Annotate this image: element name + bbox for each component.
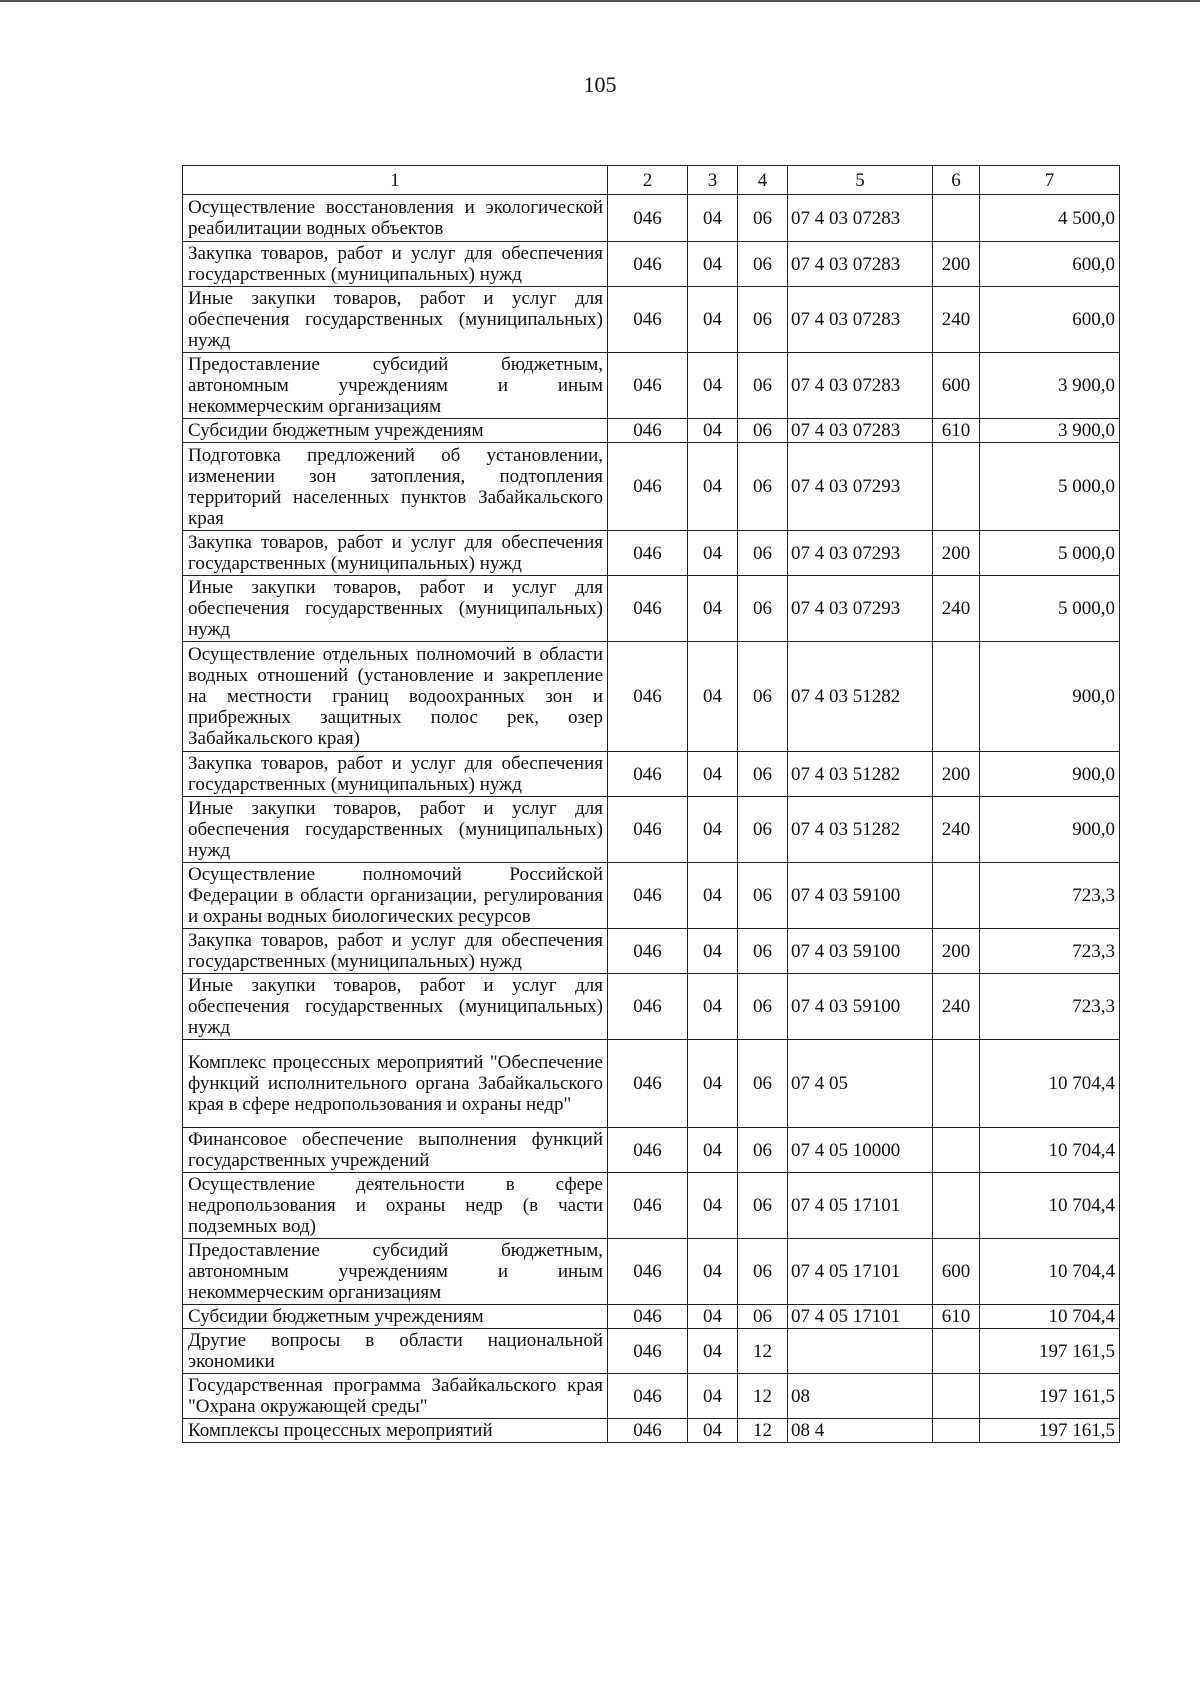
subsection-code-cell: 06 xyxy=(738,531,788,576)
target-article-cell: 07 4 05 10000 xyxy=(788,1128,933,1173)
subsection-code-cell: 06 xyxy=(738,974,788,1040)
row-name-cell: Субсидии бюджетным учреждениям xyxy=(183,419,608,443)
ministry-code-cell: 046 xyxy=(608,287,688,353)
ministry-code-cell: 046 xyxy=(608,1239,688,1305)
amount-cell: 900,0 xyxy=(980,797,1120,863)
expense-type-cell: 200 xyxy=(933,752,980,797)
subsection-code-cell: 06 xyxy=(738,287,788,353)
section-code-cell: 04 xyxy=(688,419,738,443)
target-article-cell: 07 4 03 07293 xyxy=(788,531,933,576)
subsection-code-cell: 06 xyxy=(738,353,788,419)
column-header: 5 xyxy=(788,166,933,195)
section-code-cell: 04 xyxy=(688,642,738,752)
ministry-code-cell: 046 xyxy=(608,576,688,642)
expense-type-cell xyxy=(933,642,980,752)
table-header-row xyxy=(183,166,1120,195)
subsection-code-cell: 06 xyxy=(738,443,788,531)
table-row xyxy=(183,576,1120,642)
section-code-cell: 04 xyxy=(688,576,738,642)
subsection-code-cell: 06 xyxy=(738,1040,788,1128)
ministry-code-cell: 046 xyxy=(608,353,688,419)
table-row xyxy=(183,929,1120,974)
row-name-cell: Закупка товаров, работ и услуг для обеспечения государственных (муниципальных) нужд xyxy=(183,929,608,974)
table-row xyxy=(183,642,1120,752)
subsection-code-cell: 06 xyxy=(738,1305,788,1329)
column-header: 2 xyxy=(608,166,688,195)
table-row xyxy=(183,863,1120,929)
subsection-code-cell: 06 xyxy=(738,419,788,443)
amount-cell: 10 704,4 xyxy=(980,1173,1120,1239)
section-code-cell: 04 xyxy=(688,929,738,974)
table-row xyxy=(183,242,1120,287)
target-article-cell: 07 4 03 59100 xyxy=(788,974,933,1040)
amount-cell: 197 161,5 xyxy=(980,1329,1120,1374)
ministry-code-cell: 046 xyxy=(608,195,688,242)
table-row xyxy=(183,287,1120,353)
amount-cell: 10 704,4 xyxy=(980,1040,1120,1128)
expense-type-cell xyxy=(933,195,980,242)
ministry-code-cell: 046 xyxy=(608,242,688,287)
expense-type-cell: 600 xyxy=(933,1239,980,1305)
target-article-cell: 07 4 03 51282 xyxy=(788,797,933,863)
expense-type-cell xyxy=(933,1374,980,1419)
expense-type-cell: 200 xyxy=(933,242,980,287)
target-article-cell xyxy=(788,1329,933,1374)
ministry-code-cell: 046 xyxy=(608,1040,688,1128)
table-row xyxy=(183,531,1120,576)
row-name-cell: Государственная программа Забайкальского края "Охрана окружающей среды" xyxy=(183,1374,608,1419)
column-header: 3 xyxy=(688,166,738,195)
expense-type-cell xyxy=(933,1173,980,1239)
subsection-code-cell: 06 xyxy=(738,929,788,974)
section-code-cell: 04 xyxy=(688,974,738,1040)
target-article-cell: 07 4 05 17101 xyxy=(788,1305,933,1329)
table-body xyxy=(183,195,1120,1443)
subsection-code-cell: 06 xyxy=(738,797,788,863)
subsection-code-cell: 06 xyxy=(738,576,788,642)
amount-cell: 900,0 xyxy=(980,752,1120,797)
section-code-cell: 04 xyxy=(688,195,738,242)
ministry-code-cell: 046 xyxy=(608,863,688,929)
table-row xyxy=(183,1305,1120,1329)
column-header: 7 xyxy=(980,166,1120,195)
expense-type-cell xyxy=(933,1040,980,1128)
subsection-code-cell: 06 xyxy=(738,242,788,287)
expense-type-cell xyxy=(933,1128,980,1173)
row-name-cell: Комплексы процессных мероприятий xyxy=(183,1419,608,1443)
subsection-code-cell: 12 xyxy=(738,1329,788,1374)
row-name-cell: Субсидии бюджетным учреждениям xyxy=(183,1305,608,1329)
amount-cell: 197 161,5 xyxy=(980,1419,1120,1443)
table-row xyxy=(183,1419,1120,1443)
expense-type-cell xyxy=(933,443,980,531)
section-code-cell: 04 xyxy=(688,1173,738,1239)
target-article-cell: 07 4 03 07283 xyxy=(788,287,933,353)
section-code-cell: 04 xyxy=(688,752,738,797)
row-name-cell: Иные закупки товаров, работ и услуг для обеспечения государственных (муниципальных) нужд xyxy=(183,576,608,642)
amount-cell: 5 000,0 xyxy=(980,443,1120,531)
amount-cell: 10 704,4 xyxy=(980,1128,1120,1173)
section-code-cell: 04 xyxy=(688,1419,738,1443)
amount-cell: 3 900,0 xyxy=(980,353,1120,419)
ministry-code-cell: 046 xyxy=(608,1173,688,1239)
section-code-cell: 04 xyxy=(688,1329,738,1374)
target-article-cell: 07 4 03 07293 xyxy=(788,443,933,531)
row-name-cell: Осуществление восстановления и экологической реабилитации водных объектов xyxy=(183,195,608,242)
subsection-code-cell: 06 xyxy=(738,1173,788,1239)
table-row xyxy=(183,752,1120,797)
subsection-code-cell: 06 xyxy=(738,1239,788,1305)
section-code-cell: 04 xyxy=(688,1374,738,1419)
expense-type-cell: 610 xyxy=(933,419,980,443)
amount-cell: 723,3 xyxy=(980,863,1120,929)
table-row xyxy=(183,443,1120,531)
expense-type-cell: 600 xyxy=(933,353,980,419)
ministry-code-cell: 046 xyxy=(608,1305,688,1329)
row-name-cell: Иные закупки товаров, работ и услуг для обеспечения государственных (муниципальных) нужд xyxy=(183,974,608,1040)
amount-cell: 723,3 xyxy=(980,929,1120,974)
column-header: 1 xyxy=(183,166,608,195)
section-code-cell: 04 xyxy=(688,797,738,863)
section-code-cell: 04 xyxy=(688,242,738,287)
ministry-code-cell: 046 xyxy=(608,797,688,863)
section-code-cell: 04 xyxy=(688,443,738,531)
amount-cell: 600,0 xyxy=(980,242,1120,287)
expense-type-cell: 240 xyxy=(933,576,980,642)
ministry-code-cell: 046 xyxy=(608,419,688,443)
section-code-cell: 04 xyxy=(688,1305,738,1329)
ministry-code-cell: 046 xyxy=(608,1374,688,1419)
ministry-code-cell: 046 xyxy=(608,929,688,974)
target-article-cell: 07 4 03 07283 xyxy=(788,353,933,419)
target-article-cell: 07 4 03 07283 xyxy=(788,419,933,443)
column-header: 6 xyxy=(933,166,980,195)
subsection-code-cell: 06 xyxy=(738,195,788,242)
subsection-code-cell: 06 xyxy=(738,642,788,752)
ministry-code-cell: 046 xyxy=(608,974,688,1040)
section-code-cell: 04 xyxy=(688,531,738,576)
section-code-cell: 04 xyxy=(688,353,738,419)
row-name-cell: Закупка товаров, работ и услуг для обеспечения государственных (муниципальных) нужд xyxy=(183,752,608,797)
amount-cell: 5 000,0 xyxy=(980,576,1120,642)
target-article-cell: 07 4 03 07283 xyxy=(788,242,933,287)
subsection-code-cell: 12 xyxy=(738,1419,788,1443)
section-code-cell: 04 xyxy=(688,287,738,353)
target-article-cell: 07 4 03 51282 xyxy=(788,642,933,752)
subsection-code-cell: 06 xyxy=(738,752,788,797)
table-row xyxy=(183,1173,1120,1239)
amount-cell: 197 161,5 xyxy=(980,1374,1120,1419)
expense-type-cell xyxy=(933,1329,980,1374)
section-code-cell: 04 xyxy=(688,1040,738,1128)
top-border-line xyxy=(0,0,1200,2)
table-row xyxy=(183,1040,1120,1128)
target-article-cell: 07 4 05 17101 xyxy=(788,1173,933,1239)
table-row xyxy=(183,1374,1120,1419)
column-header: 4 xyxy=(738,166,788,195)
amount-cell: 10 704,4 xyxy=(980,1239,1120,1305)
expense-type-cell: 200 xyxy=(933,929,980,974)
amount-cell: 3 900,0 xyxy=(980,419,1120,443)
target-article-cell: 07 4 03 51282 xyxy=(788,752,933,797)
ministry-code-cell: 046 xyxy=(608,443,688,531)
target-article-cell: 07 4 05 17101 xyxy=(788,1239,933,1305)
row-name-cell: Предоставление субсидий бюджетным, автономным учреждениям и иным некоммерческим организациям xyxy=(183,353,608,419)
row-name-cell: Осуществление полномочий Российской Федерации в области организации, регулирования и охраны водных биологических ресурсов xyxy=(183,863,608,929)
expense-type-cell xyxy=(933,863,980,929)
amount-cell: 5 000,0 xyxy=(980,531,1120,576)
table-row xyxy=(183,1128,1120,1173)
table-row xyxy=(183,419,1120,443)
page-number: 105 xyxy=(583,72,617,97)
subsection-code-cell: 12 xyxy=(738,1374,788,1419)
row-name-cell: Другие вопросы в области национальной экономики xyxy=(183,1329,608,1374)
ministry-code-cell: 046 xyxy=(608,1329,688,1374)
row-name-cell: Предоставление субсидий бюджетным, автономным учреждениям и иным некоммерческим организациям xyxy=(183,1239,608,1305)
section-code-cell: 04 xyxy=(688,863,738,929)
amount-cell: 600,0 xyxy=(980,287,1120,353)
expense-type-cell xyxy=(933,1419,980,1443)
table-row xyxy=(183,1329,1120,1374)
budget-table xyxy=(182,165,1120,1443)
target-article-cell: 08 4 xyxy=(788,1419,933,1443)
expense-type-cell: 240 xyxy=(933,974,980,1040)
amount-cell: 4 500,0 xyxy=(980,195,1120,242)
target-article-cell: 07 4 03 07283 xyxy=(788,195,933,242)
table-row xyxy=(183,1239,1120,1305)
table-row xyxy=(183,797,1120,863)
row-name-cell: Финансовое обеспечение выполнения функций государственных учреждений xyxy=(183,1128,608,1173)
row-name-cell: Подготовка предложений об установлении, изменении зон затопления, подтопления территорий населенных пунктов Забайкальского края xyxy=(183,443,608,531)
row-name-cell: Закупка товаров, работ и услуг для обеспечения государственных (муниципальных) нужд xyxy=(183,531,608,576)
expense-type-cell: 610 xyxy=(933,1305,980,1329)
table-row xyxy=(183,353,1120,419)
expense-type-cell: 240 xyxy=(933,287,980,353)
ministry-code-cell: 046 xyxy=(608,531,688,576)
target-article-cell: 07 4 03 07293 xyxy=(788,576,933,642)
row-name-cell: Иные закупки товаров, работ и услуг для обеспечения государственных (муниципальных) нужд xyxy=(183,797,608,863)
table-row xyxy=(183,974,1120,1040)
table-row xyxy=(183,195,1120,242)
amount-cell: 900,0 xyxy=(980,642,1120,752)
ministry-code-cell: 046 xyxy=(608,642,688,752)
target-article-cell: 07 4 03 59100 xyxy=(788,863,933,929)
ministry-code-cell: 046 xyxy=(608,1128,688,1173)
section-code-cell: 04 xyxy=(688,1128,738,1173)
expense-type-cell: 200 xyxy=(933,531,980,576)
target-article-cell: 07 4 03 59100 xyxy=(788,929,933,974)
subsection-code-cell: 06 xyxy=(738,1128,788,1173)
target-article-cell: 07 4 05 xyxy=(788,1040,933,1128)
target-article-cell: 08 xyxy=(788,1374,933,1419)
ministry-code-cell: 046 xyxy=(608,1419,688,1443)
row-name-cell: Закупка товаров, работ и услуг для обеспечения государственных (муниципальных) нужд xyxy=(183,242,608,287)
row-name-cell: Осуществление отдельных полномочий в области водных отношений (установление и закрепление на местности границ водоохранных зон и прибрежных защитных полос рек, озер Забайкальского края) xyxy=(183,642,608,752)
subsection-code-cell: 06 xyxy=(738,863,788,929)
expense-type-cell: 240 xyxy=(933,797,980,863)
row-name-cell: Иные закупки товаров, работ и услуг для обеспечения государственных (муниципальных) нужд xyxy=(183,287,608,353)
section-code-cell: 04 xyxy=(688,1239,738,1305)
row-name-cell: Осуществление деятельности в сфере недропользования и охраны недр (в части подземных вод) xyxy=(183,1173,608,1239)
amount-cell: 10 704,4 xyxy=(980,1305,1120,1329)
ministry-code-cell: 046 xyxy=(608,752,688,797)
amount-cell: 723,3 xyxy=(980,974,1120,1040)
row-name-cell: Комплекс процессных мероприятий "Обеспечение функций исполнительного органа Забайкальского края в сфере недропользования и охраны недр" xyxy=(183,1040,608,1128)
